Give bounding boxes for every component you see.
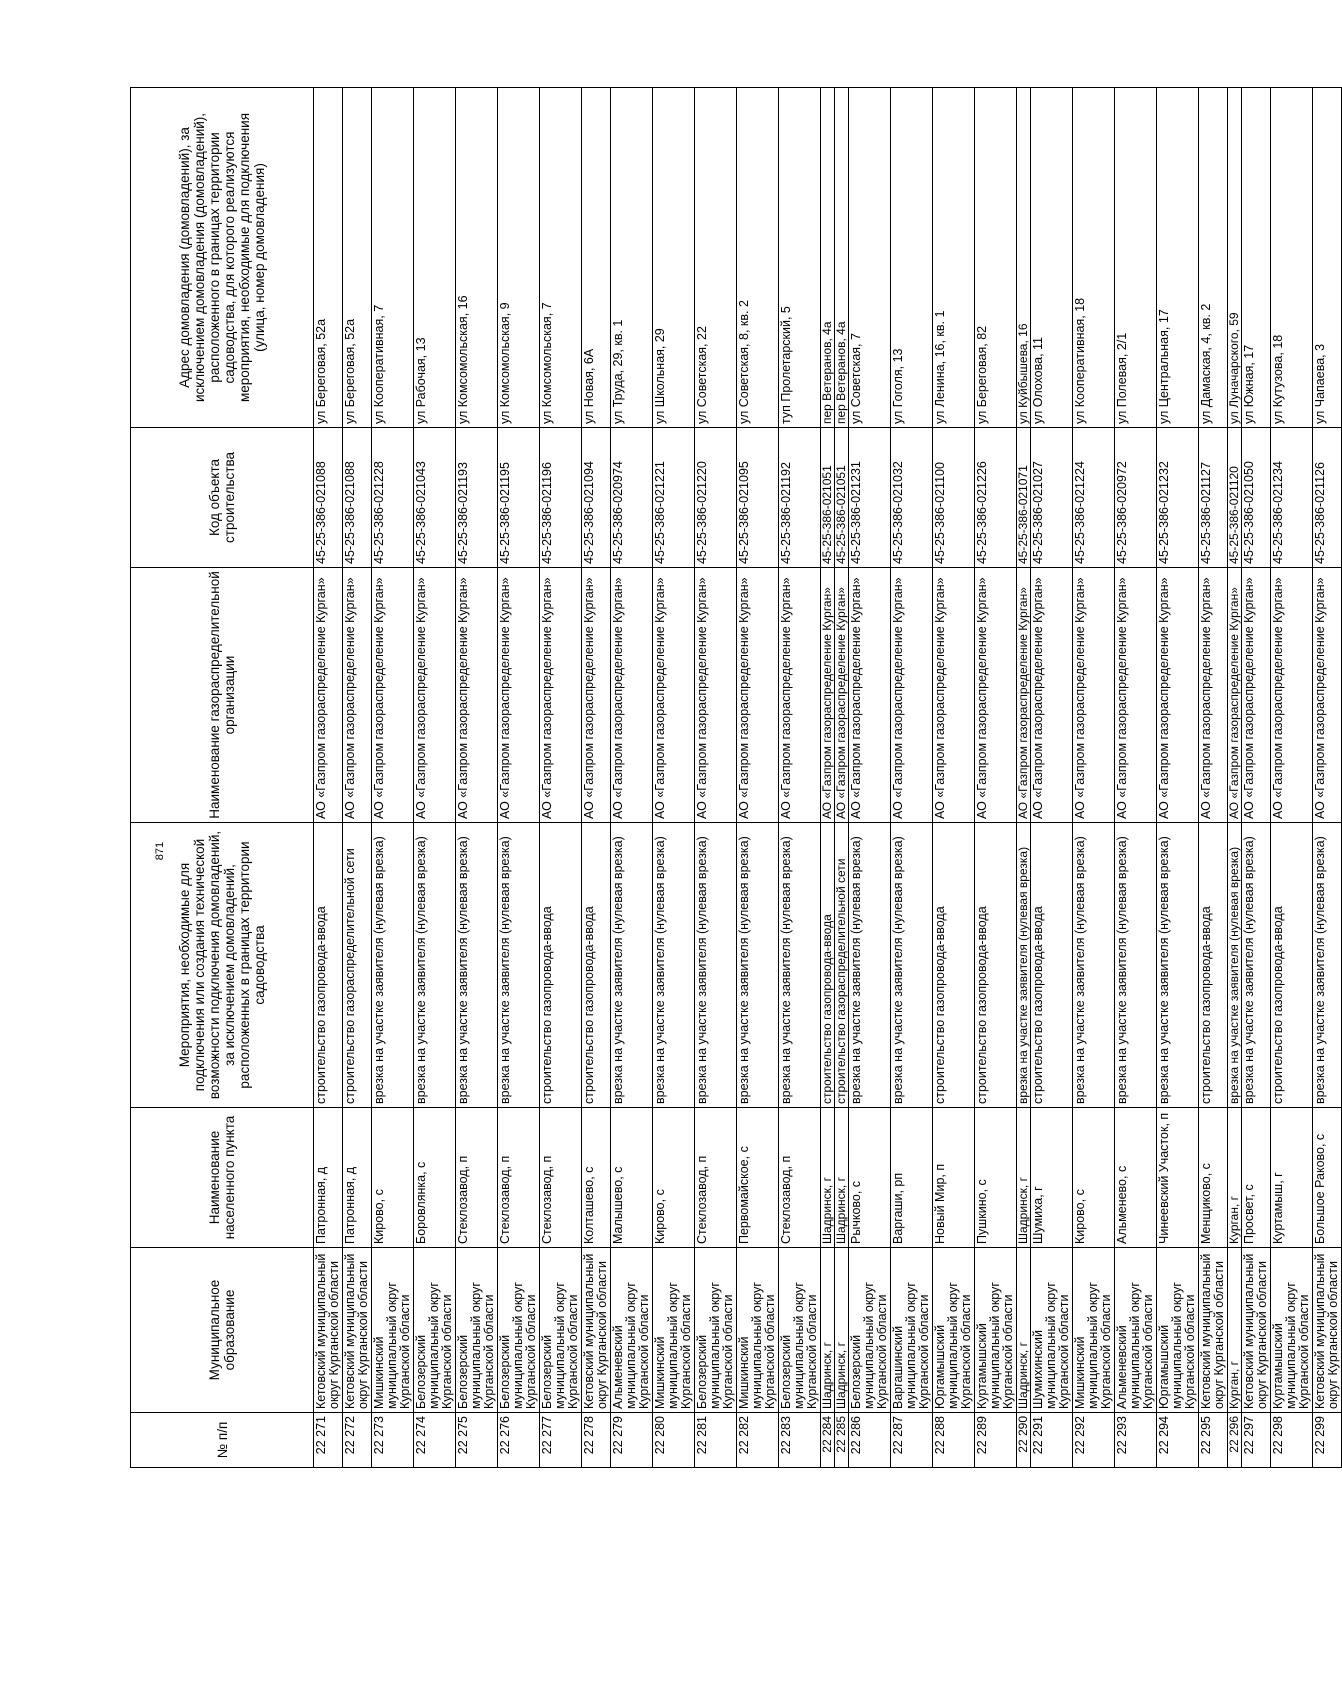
row-municipality: Белозерский муниципальный округ Курганской области: [849, 1248, 891, 1413]
row-municipality: Шадринск, г: [835, 1248, 849, 1413]
table-row: [653, 88, 695, 1468]
row-settlement: Курган, г: [1228, 1108, 1242, 1248]
row-object-code: 45-25-386-021195: [498, 428, 540, 568]
header-organization: Наименование газораспределительной организации: [131, 568, 314, 823]
row-address: ул Южная, 17: [1242, 88, 1271, 428]
row-organization: АО «Газпром газораспределение Курган»: [540, 568, 582, 823]
row-municipality: Варгашинский муниципальный округ Курганской области: [891, 1248, 933, 1413]
row-event: строительство газораспределительной сети: [835, 823, 849, 1108]
row-object-code: 45-25-386-021228: [372, 428, 414, 568]
row-settlement: Чинеевский Участок, п: [1157, 1108, 1199, 1248]
row-object-code: 45-25-386-021100: [933, 428, 975, 568]
table-row: [1313, 88, 1342, 1468]
row-settlement: Колташево, с: [582, 1108, 611, 1248]
table-row: [1199, 88, 1228, 1468]
table-row: [779, 88, 821, 1468]
table-row: [456, 88, 498, 1468]
row-municipality: Альменевский муниципальный округ Курганской области: [611, 1248, 653, 1413]
row-event: врезка на участке заявителя (нулевая врезка): [498, 823, 540, 1108]
row-event: строительство газопровода-ввода: [1271, 823, 1313, 1108]
header-address: Адрес домовладения (домовладений), за исключением домовладения (домовладений), расположенного в границах территории садоводства, для которого реализуются мероприятия, необходимые для подключения (улица, номер домовладения): [131, 88, 314, 428]
row-object-code: 45-25-386-021192: [779, 428, 821, 568]
row-object-code: 45-25-386-021231: [849, 428, 891, 568]
row-organization: АО «Газпром газораспределение Курган»: [456, 568, 498, 823]
table-row: [1157, 88, 1199, 1468]
table-row: [737, 88, 779, 1468]
row-num: 22 292: [1073, 1413, 1115, 1468]
table-row: [695, 88, 737, 1468]
row-num: 22 286: [849, 1413, 891, 1468]
row-num: 22 274: [414, 1413, 456, 1468]
row-object-code: 45-25-386-021126: [1313, 428, 1342, 568]
row-event: врезка на участке заявителя (нулевая врезка): [695, 823, 737, 1108]
row-municipality: Кетовский муниципальный округ Курганской области: [343, 1248, 372, 1413]
row-object-code: 45-25-386-021234: [1271, 428, 1313, 568]
row-settlement: Новый Мир, п: [933, 1108, 975, 1248]
header-num: № п/п: [131, 1413, 314, 1468]
row-object-code: 45-25-386-021051: [821, 428, 835, 568]
row-settlement: Первомайское, с: [737, 1108, 779, 1248]
row-num: 22 271: [314, 1413, 343, 1468]
row-organization: АО «Газпром газораспределение Курган»: [653, 568, 695, 823]
row-event: врезка на участке заявителя (нулевая врезка): [891, 823, 933, 1108]
row-address: ул Комсомольская, 16: [456, 88, 498, 428]
row-municipality: Кетовский муниципальный округ Курганской области: [582, 1248, 611, 1413]
row-organization: АО «Газпром газораспределение Курган»: [975, 568, 1017, 823]
row-settlement: Патронная, д: [314, 1108, 343, 1248]
row-municipality: Мишкинский муниципальный округ Курганской области: [737, 1248, 779, 1413]
table-row: [1271, 88, 1313, 1468]
row-num: 22 296: [1228, 1413, 1242, 1468]
row-municipality: Белозерский муниципальный округ Курганской области: [414, 1248, 456, 1413]
row-organization: АО «Газпром газораспределение Курган»: [737, 568, 779, 823]
row-object-code: 45-25-386-021043: [414, 428, 456, 568]
row-object-code: 45-25-386-021127: [1199, 428, 1228, 568]
row-object-code: 45-25-386-021088: [314, 428, 343, 568]
row-settlement: Просвет, с: [1242, 1108, 1271, 1248]
table-row: [414, 88, 456, 1468]
row-address: ул Береговая, 52а: [314, 88, 343, 428]
row-event: врезка на участке заявителя (нулевая врезка): [1115, 823, 1157, 1108]
table-row: [372, 88, 414, 1468]
row-settlement: Менщиково, с: [1199, 1108, 1228, 1248]
row-num: 22 298: [1271, 1413, 1313, 1468]
row-num: 22 297: [1242, 1413, 1271, 1468]
row-num: 22 272: [343, 1413, 372, 1468]
row-num: 22 291: [1031, 1413, 1073, 1468]
row-event: врезка на участке заявителя (нулевая врезка): [737, 823, 779, 1108]
row-organization: АО «Газпром газораспределение Курган»: [414, 568, 456, 823]
row-settlement: Рычково, с: [849, 1108, 891, 1248]
row-object-code: 45-25-386-021221: [653, 428, 695, 568]
row-object-code: 45-25-386-020972: [1115, 428, 1157, 568]
header-municipality: Муниципальное образование: [131, 1248, 314, 1413]
table-row: [582, 88, 611, 1468]
row-address: ул Рабочая, 13: [414, 88, 456, 428]
row-settlement: Кирово, с: [1073, 1108, 1115, 1248]
row-settlement: Стеклозавод, п: [540, 1108, 582, 1248]
row-municipality: Белозерский муниципальный округ Курганской области: [456, 1248, 498, 1413]
row-address: ул Комсомольская, 7: [540, 88, 582, 428]
row-organization: АО «Газпром газораспределение Курган»: [821, 568, 835, 823]
row-settlement: Кирово, с: [372, 1108, 414, 1248]
row-municipality: Белозерский муниципальный округ Курганской области: [540, 1248, 582, 1413]
row-organization: АО «Газпром газораспределение Курган»: [1199, 568, 1228, 823]
row-municipality: Белозерский муниципальный округ Курганской области: [695, 1248, 737, 1413]
table-row: [498, 88, 540, 1468]
row-address: ул Советская, 22: [695, 88, 737, 428]
row-event: врезка на участке заявителя (нулевая врезка): [1228, 823, 1242, 1108]
row-settlement: Боровлянка, с: [414, 1108, 456, 1248]
row-address: ул Береговая, 52а: [343, 88, 372, 428]
row-organization: АО «Газпром газораспределение Курган»: [1017, 568, 1031, 823]
table-row: [611, 88, 653, 1468]
row-event: строительство газопровода-ввода: [933, 823, 975, 1108]
row-event: строительство газопровода-ввода: [1031, 823, 1073, 1108]
table-row: [1031, 88, 1073, 1468]
row-settlement: Шадринск, г: [1017, 1108, 1031, 1248]
row-address: ул Советская, 8, кв. 2: [737, 88, 779, 428]
row-settlement: Варгаши, рп: [891, 1108, 933, 1248]
table-header-row: [131, 88, 314, 1468]
row-municipality: Юргамышский муниципальный округ Курганской области: [1157, 1248, 1199, 1413]
row-organization: АО «Газпром газораспределение Курган»: [1031, 568, 1073, 823]
row-num: 22 279: [611, 1413, 653, 1468]
row-address: ул Кутузова, 18: [1271, 88, 1313, 428]
row-municipality: Кетовский муниципальный округ Курганской области: [1199, 1248, 1228, 1413]
row-object-code: 45-25-386-021094: [582, 428, 611, 568]
row-num: 22 282: [737, 1413, 779, 1468]
row-address: ул Кооперативная, 18: [1073, 88, 1115, 428]
row-event: строительство газопровода-ввода: [582, 823, 611, 1108]
table-row: [343, 88, 372, 1468]
row-address: ул Новая, 6А: [582, 88, 611, 428]
table-row: [849, 88, 891, 1468]
table-row: [314, 88, 343, 1468]
row-organization: АО «Газпром газораспределение Курган»: [891, 568, 933, 823]
row-event: строительство газораспределительной сети: [343, 823, 372, 1108]
row-num: 22 278: [582, 1413, 611, 1468]
row-event: строительство газопровода-ввода: [314, 823, 343, 1108]
row-object-code: 45-25-386-021196: [540, 428, 582, 568]
row-address: ул Олохова, 11: [1031, 88, 1073, 428]
row-num: 22 273: [372, 1413, 414, 1468]
row-address: ул Труда, 29, кв. 1: [611, 88, 653, 428]
row-municipality: Курган, г: [1228, 1248, 1242, 1413]
row-address: ул Кооперативная, 7: [372, 88, 414, 428]
row-settlement: Стеклозавод, п: [456, 1108, 498, 1248]
row-object-code: 45-25-386-021193: [456, 428, 498, 568]
row-organization: АО «Газпром газораспределение Курган»: [835, 568, 849, 823]
row-num: 22 299: [1313, 1413, 1342, 1468]
row-event: врезка на участке заявителя (нулевая врезка): [653, 823, 695, 1108]
row-settlement: Куртамыш, г: [1271, 1108, 1313, 1248]
row-municipality: Куртамышский муниципальный округ Курганской области: [975, 1248, 1017, 1413]
row-event: врезка на участке заявителя (нулевая врезка): [611, 823, 653, 1108]
row-num: 22 293: [1115, 1413, 1157, 1468]
row-settlement: Альменево, с: [1115, 1108, 1157, 1248]
row-address: ул Комсомольская, 9: [498, 88, 540, 428]
row-settlement: Стеклозавод, п: [779, 1108, 821, 1248]
row-event: врезка на участке заявителя (нулевая врезка): [372, 823, 414, 1108]
row-municipality: Мишкинский муниципальный округ Курганской области: [372, 1248, 414, 1413]
row-object-code: 45-25-386-021120: [1228, 428, 1242, 568]
row-municipality: Кетовский муниципальный округ Курганской области: [314, 1248, 343, 1413]
row-address: пер Ветеранов, 4а: [835, 88, 849, 428]
row-address: ул Школьная, 29: [653, 88, 695, 428]
row-municipality: Шумихинский муниципальный округ Курганской области: [1031, 1248, 1073, 1413]
row-object-code: 45-25-386-021032: [891, 428, 933, 568]
row-organization: АО «Газпром газораспределение Курган»: [849, 568, 891, 823]
row-num: 22 285: [835, 1413, 849, 1468]
row-num: 22 288: [933, 1413, 975, 1468]
row-address: ул Ленина, 16, кв. 1: [933, 88, 975, 428]
row-object-code: 45-25-386-021051: [835, 428, 849, 568]
row-settlement: Шумиха, г: [1031, 1108, 1073, 1248]
row-object-code: 45-25-386-021071: [1017, 428, 1031, 568]
row-object-code: 45-25-386-020974: [611, 428, 653, 568]
row-event: врезка на участке заявителя (нулевая врезка): [849, 823, 891, 1108]
row-organization: АО «Газпром газораспределение Курган»: [933, 568, 975, 823]
row-event: строительство газопровода-ввода: [1199, 823, 1228, 1108]
row-municipality: Шадринск, г: [1017, 1248, 1031, 1413]
row-event: врезка на участке заявителя (нулевая врезка): [1073, 823, 1115, 1108]
row-event: врезка на участке заявителя (нулевая врезка): [1313, 823, 1342, 1108]
row-num: 22 287: [891, 1413, 933, 1468]
row-address: ул Полевая, 2/1: [1115, 88, 1157, 428]
row-object-code: 45-25-386-021226: [975, 428, 1017, 568]
row-num: 22 289: [975, 1413, 1017, 1468]
row-num: 22 275: [456, 1413, 498, 1468]
row-object-code: 45-25-386-021050: [1242, 428, 1271, 568]
table-row: [1228, 88, 1242, 1468]
table-row: [891, 88, 933, 1468]
table-row: [835, 88, 849, 1468]
row-municipality: Альменевский муниципальный округ Курганской области: [1115, 1248, 1157, 1413]
row-settlement: Пушкино, с: [975, 1108, 1017, 1248]
row-municipality: Кетовский муниципальный округ Курганской области: [1242, 1248, 1271, 1413]
table-row: [821, 88, 835, 1468]
row-address: пер Ветеранов, 4а: [821, 88, 835, 428]
row-event: строительство газопровода-ввода: [975, 823, 1017, 1108]
row-event: врезка на участке заявителя (нулевая врезка): [414, 823, 456, 1108]
row-organization: АО «Газпром газораспределение Курган»: [1073, 568, 1115, 823]
row-settlement: Малышево, с: [611, 1108, 653, 1248]
row-address: ул Центральная, 17: [1157, 88, 1199, 428]
row-municipality: Мишкинский муниципальный округ Курганской области: [1073, 1248, 1115, 1413]
table-body: [314, 88, 1342, 1468]
row-municipality: Белозерский муниципальный округ Курганской области: [779, 1248, 821, 1413]
table-row: [1017, 88, 1031, 1468]
row-organization: АО «Газпром газораспределение Курган»: [314, 568, 343, 823]
row-settlement: Патронная, д: [343, 1108, 372, 1248]
row-event: врезка на участке заявителя (нулевая врезка): [1157, 823, 1199, 1108]
row-address: ул Гоголя, 13: [891, 88, 933, 428]
row-settlement: Кирово, с: [653, 1108, 695, 1248]
row-organization: АО «Газпром газораспределение Курган»: [1242, 568, 1271, 823]
header-event: Мероприятия, необходимые для подключения или создания технической возможности подключения домовладений, за исключением домовладений, расположенных в границах территории садоводства: [131, 823, 314, 1108]
row-object-code: 45-25-386-021232: [1157, 428, 1199, 568]
row-address: туп Пролетарский, 5: [779, 88, 821, 428]
row-event: врезка на участке заявителя (нулевая врезка): [456, 823, 498, 1108]
header-object-code: Код объекта строительства: [131, 428, 314, 568]
row-municipality: Кетовский муниципальный округ Курганской области: [1313, 1248, 1342, 1413]
page-number: 871: [154, 841, 166, 861]
row-organization: АО «Газпром газораспределение Курган»: [1115, 568, 1157, 823]
row-organization: АО «Газпром газораспределение Курган»: [611, 568, 653, 823]
row-address: ул Чапаева, 3: [1313, 88, 1342, 428]
row-num: 22 280: [653, 1413, 695, 1468]
row-municipality: Мишкинский муниципальный округ Курганской области: [653, 1248, 695, 1413]
table-row: [540, 88, 582, 1468]
rotated-table-wrapper: [130, 88, 1340, 1468]
header-settlement: Наименование населенного пункта: [131, 1108, 314, 1248]
row-organization: АО «Газпром газораспределение Курган»: [1157, 568, 1199, 823]
gasification-table: [130, 87, 1342, 1468]
row-event: строительство газопровода-ввода: [540, 823, 582, 1108]
row-organization: АО «Газпром газораспределение Курган»: [695, 568, 737, 823]
row-event: врезка на участке заявителя (нулевая врезка): [1017, 823, 1031, 1108]
row-settlement: Стеклозавод, п: [498, 1108, 540, 1248]
row-organization: АО «Газпром газораспределение Курган»: [498, 568, 540, 823]
row-num: 22 295: [1199, 1413, 1228, 1468]
row-municipality: Куртамышский муниципальный округ Курганской области: [1271, 1248, 1313, 1413]
row-num: 22 283: [779, 1413, 821, 1468]
row-organization: АО «Газпром газораспределение Курган»: [343, 568, 372, 823]
row-settlement: Шадринск, г: [835, 1108, 849, 1248]
row-address: ул Луначарского, 59: [1228, 88, 1242, 428]
row-num: 22 290: [1017, 1413, 1031, 1468]
row-event: врезка на участке заявителя (нулевая врезка): [779, 823, 821, 1108]
table-row: [933, 88, 975, 1468]
table-row: [975, 88, 1017, 1468]
table-row: [1115, 88, 1157, 1468]
row-settlement: Стеклозавод, п: [695, 1108, 737, 1248]
row-organization: АО «Газпром газораспределение Курган»: [779, 568, 821, 823]
row-organization: АО «Газпром газораспределение Курган»: [1228, 568, 1242, 823]
row-num: 22 277: [540, 1413, 582, 1468]
row-address: ул Куйбышева, 16: [1017, 88, 1031, 428]
row-address: ул Дамаская, 4, кв. 2: [1199, 88, 1228, 428]
row-num: 22 294: [1157, 1413, 1199, 1468]
row-event: врезка на участке заявителя (нулевая врезка): [1242, 823, 1271, 1108]
row-municipality: Белозерский муниципальный округ Курганской области: [498, 1248, 540, 1413]
row-object-code: 45-25-386-021095: [737, 428, 779, 568]
row-object-code: 45-25-386-021027: [1031, 428, 1073, 568]
row-object-code: 45-25-386-021224: [1073, 428, 1115, 568]
row-object-code: 45-25-386-021088: [343, 428, 372, 568]
row-organization: АО «Газпром газораспределение Курган»: [582, 568, 611, 823]
table-row: [1242, 88, 1271, 1468]
row-organization: АО «Газпром газораспределение Курган»: [1313, 568, 1342, 823]
row-address: ул Береговая, 82: [975, 88, 1017, 428]
row-num: 22 276: [498, 1413, 540, 1468]
row-num: 22 284: [821, 1413, 835, 1468]
row-municipality: Юргамышский муниципальный округ Курганской области: [933, 1248, 975, 1413]
row-address: ул Советская, 7: [849, 88, 891, 428]
row-organization: АО «Газпром газораспределение Курган»: [372, 568, 414, 823]
row-settlement: Большое Раково, с: [1313, 1108, 1342, 1248]
row-num: 22 281: [695, 1413, 737, 1468]
row-event: строительство газопровода-ввода: [821, 823, 835, 1108]
row-settlement: Шадринск, г: [821, 1108, 835, 1248]
row-organization: АО «Газпром газораспределение Курган»: [1271, 568, 1313, 823]
row-object-code: 45-25-386-021220: [695, 428, 737, 568]
row-municipality: Шадринск, г: [821, 1248, 835, 1413]
table-row: [1073, 88, 1115, 1468]
